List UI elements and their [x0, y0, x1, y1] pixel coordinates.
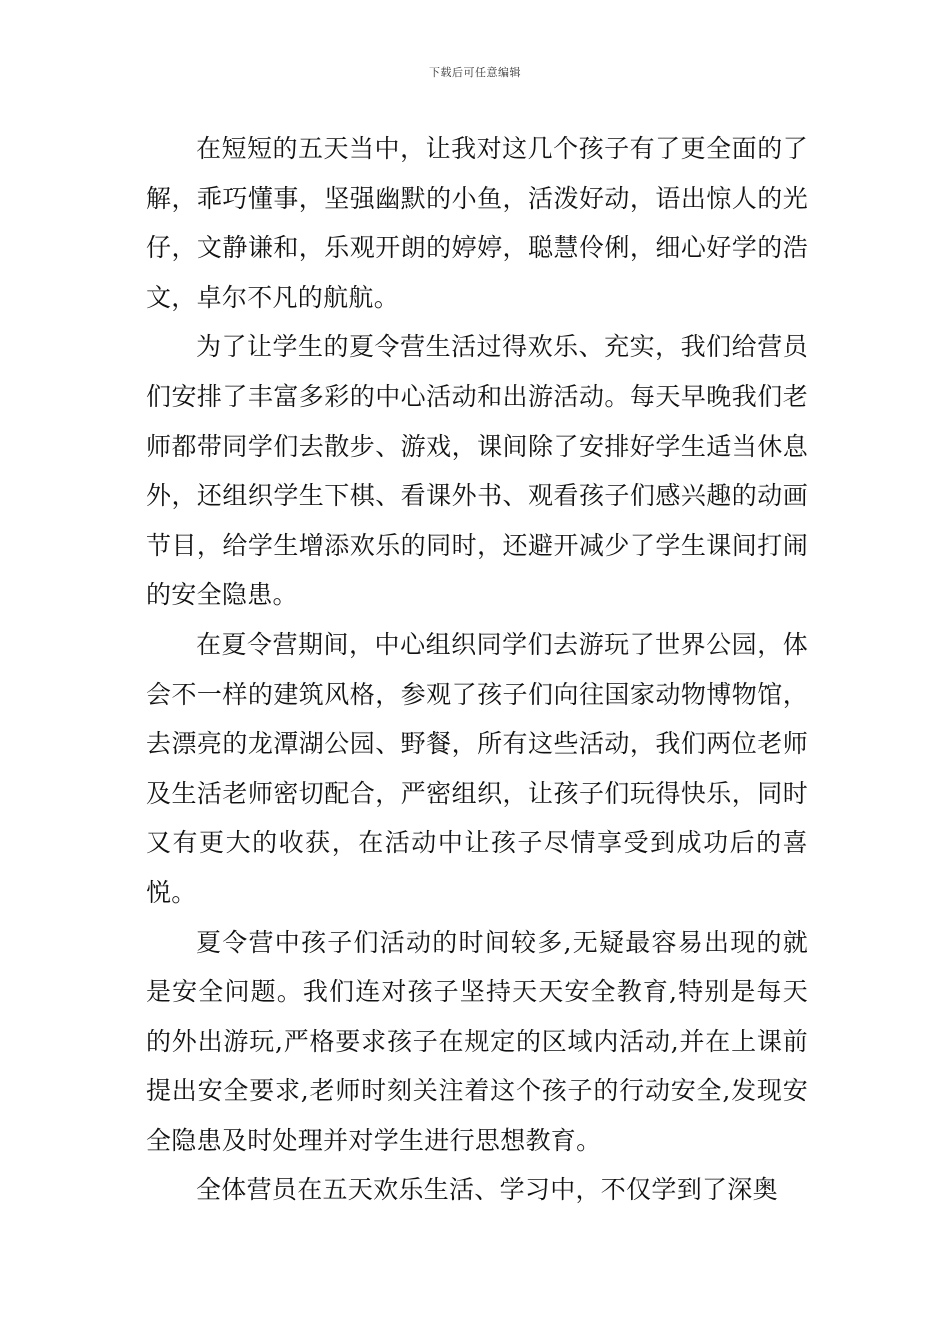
paragraph: 夏令营中孩子们活动的时间较多,无疑最容易出现的就是安全问题。我们连对孩子坚持天天安全教育,特别是每天的外出游玩,严格要求孩子在规定的区域内活动,并在上课前提出安全要求,老师时刻关注着这个孩子的行动安全,发现安全隐患及时处理并对学生进行思想教育。 — [146, 927, 808, 1155]
paragraph: 全体营员在五天欢乐生活、学习中，不仅学到了深奥 — [196, 1175, 778, 1205]
paragraph: 为了让学生的夏令营生活过得欢乐、充实，我们给营员们安排了丰富多彩的中心活动和出游活动。每天早晚我们老师都带同学们去散步、游戏，课间除了安排好学生适当休息外，还组织学生下棋、看课外书、观看孩子们感兴趣的动画节目，给学生增添欢乐的同时，还避开减少了学生课间打闹的安全隐患。 — [146, 332, 808, 610]
paragraph: 在短短的五天当中，让我对这几个孩子有了更全面的了解，乖巧懂事，坚强幽默的小鱼，活泼好动，语出惊人的光仔，文静谦和，乐观开朗的婷婷，聪慧伶俐，细心好学的浩文，卓尔不凡的航航。 — [146, 134, 808, 312]
page-header: 下载后可任意编辑 — [429, 66, 521, 79]
paragraph: 在夏令营期间，中心组织同学们去游玩了世界公园，体会不一样的建筑风格，参观了孩子们向往国家动物博物馆，去漂亮的龙潭湖公园、野餐，所有这些活动，我们两位老师及生活老师密切配合，严密组织，让孩子们玩得快乐，同时又有更大的收获，在活动中让孩子尽情享受到成功后的喜悦。 — [146, 629, 808, 907]
document-body — [146, 124, 808, 1215]
